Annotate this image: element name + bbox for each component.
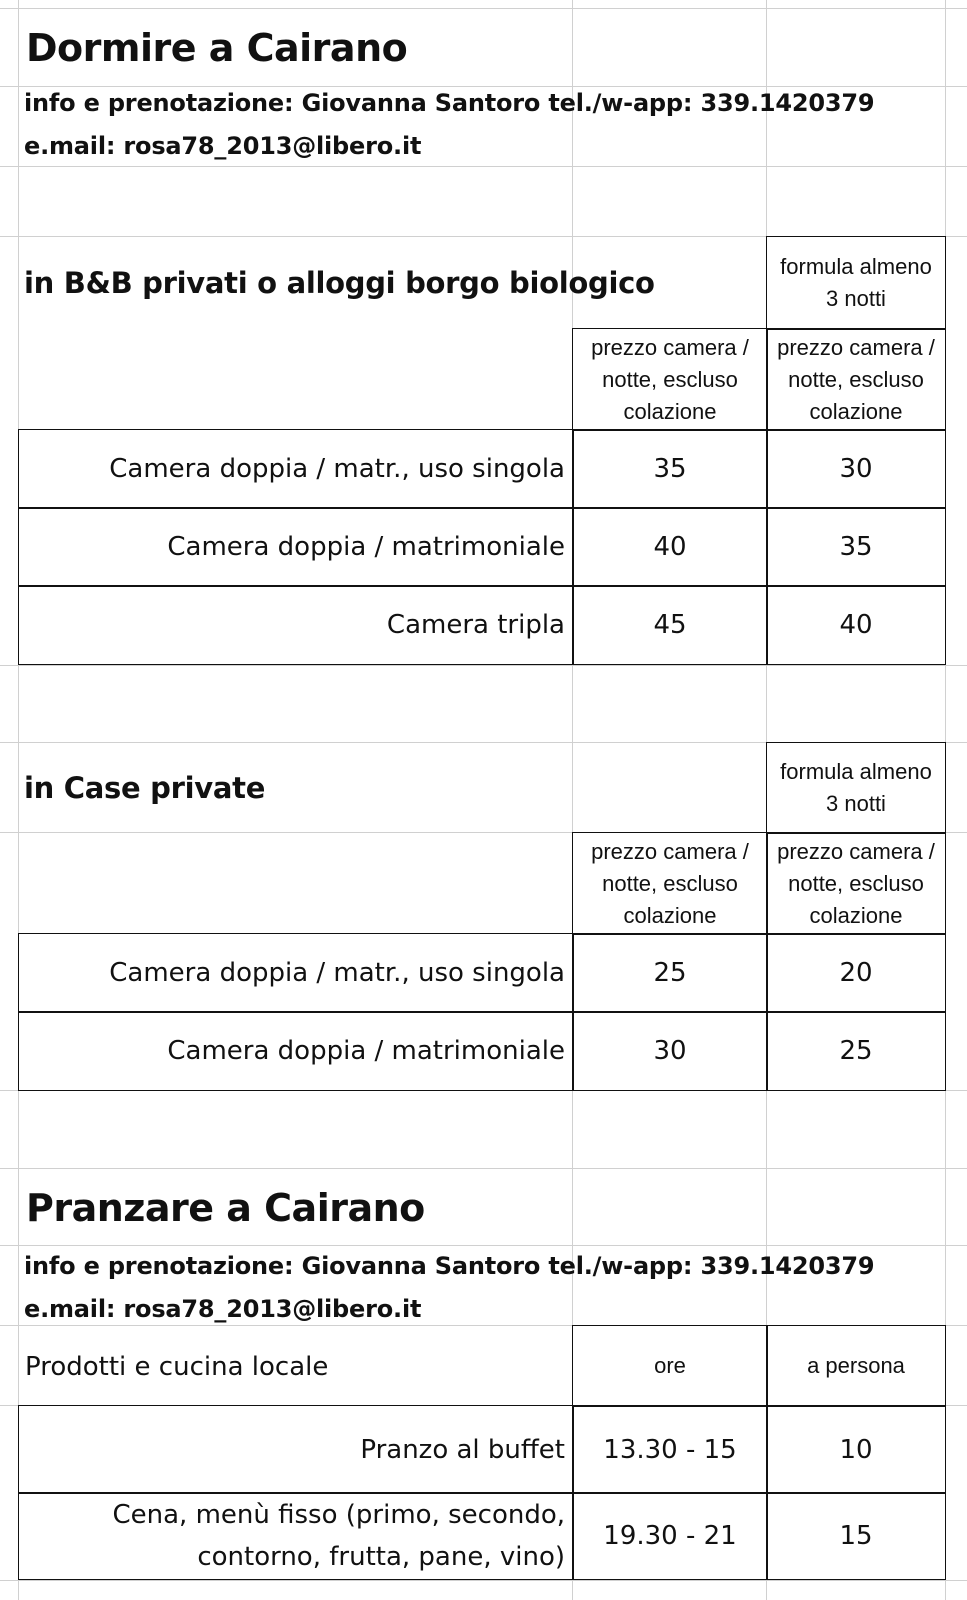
houses-row-price-3-nights: 20: [766, 933, 946, 1013]
houses-row-price-3-nights: 25: [766, 1011, 946, 1091]
bnb-formula-label: formula almeno 3 notti: [766, 236, 946, 330]
lunch-table-label: Prodotti e cucina locale: [25, 1352, 329, 1382]
sleep-info-line-1: info e prenotazione: Giovanna Santoro tel./w-app: 339.1420379: [24, 89, 875, 117]
houses-price-header-1: prezzo camera / notte, escluso colazione: [572, 832, 768, 935]
lunch-row-label: Pranzo al buffet: [18, 1405, 574, 1494]
lunch-title: Pranzare a Cairano: [26, 1186, 425, 1230]
houses-row-label: Camera doppia / matr., uso singola: [18, 933, 574, 1013]
bnb-row-label: Camera tripla: [18, 585, 574, 665]
bnb-row-price: 45: [572, 585, 768, 665]
bnb-price-header-1: prezzo camera / notte, escluso colazione: [572, 328, 768, 431]
bnb-row-price: 35: [572, 429, 768, 509]
houses-row-price: 25: [572, 933, 768, 1013]
lunch-row-hours: 13.30 - 15: [572, 1405, 768, 1494]
gridline: [0, 1580, 967, 1581]
bnb-row-label: Camera doppia / matr., uso singola: [18, 429, 574, 509]
bnb-row-price-3-nights: 30: [766, 429, 946, 509]
lunch-row-hours: 19.30 - 21: [572, 1492, 768, 1580]
gridline: [0, 665, 967, 666]
lunch-info-line-2: e.mail: rosa78_2013@libero.it: [24, 1295, 422, 1323]
lunch-info-line-1: info e prenotazione: Giovanna Santoro tel./w-app: 339.1420379: [24, 1252, 875, 1280]
lunch-row-price: 15: [766, 1492, 946, 1580]
bnb-row-price: 40: [572, 507, 768, 587]
houses-formula-label: formula almeno 3 notti: [766, 742, 946, 834]
bnb-heading: in B&B privati o alloggi borgo biologico: [24, 266, 655, 300]
houses-price-header-2: prezzo camera / notte, escluso colazione: [766, 832, 946, 935]
sleep-info-line-2: e.mail: rosa78_2013@libero.it: [24, 132, 422, 160]
lunch-col-per-person: a persona: [766, 1325, 946, 1407]
houses-heading: in Case private: [24, 771, 266, 805]
houses-row-label: Camera doppia / matrimoniale: [18, 1011, 574, 1091]
bnb-price-header-2: prezzo camera / notte, escluso colazione: [766, 328, 946, 431]
gridline: [0, 8, 967, 9]
lunch-col-hours: ore: [572, 1325, 768, 1407]
gridline: [0, 1168, 967, 1169]
bnb-row-label: Camera doppia / matrimoniale: [18, 507, 574, 587]
sleep-title: Dormire a Cairano: [26, 26, 408, 70]
bnb-row-price-3-nights: 40: [766, 585, 946, 665]
lunch-row-price: 10: [766, 1405, 946, 1494]
houses-row-price: 30: [572, 1011, 768, 1091]
bnb-row-price-3-nights: 35: [766, 507, 946, 587]
lunch-row-label: Cena, menù fisso (primo, secondo, contorno, frutta, pane, vino): [18, 1492, 574, 1580]
